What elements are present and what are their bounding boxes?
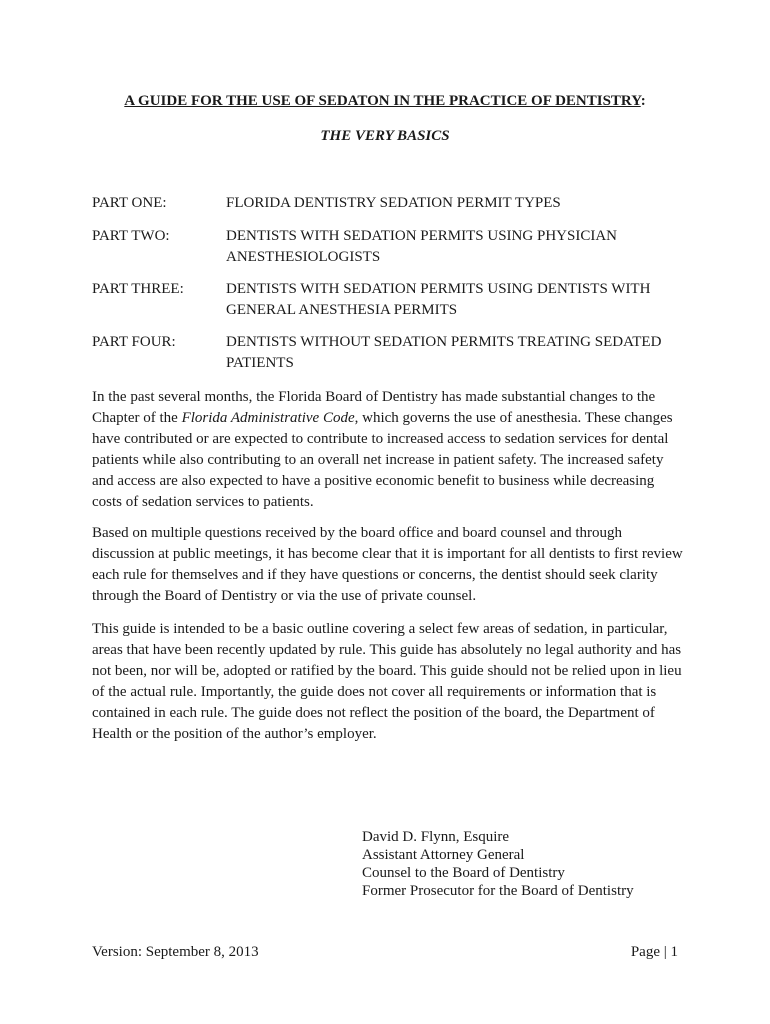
paragraph-intro-part2: , which governs the use of anesthesia. These changes have contributed or are expected to contribute to increased access to sedation services for dental patients while also contributing to an overall net increase in patient safety. The increased safety and access are also expected to have a positive economic benefit to business while decreasing costs of sedation services to patients. (92, 410, 673, 510)
part-title: DENTISTS WITH SEDATION PERMITS USING PHYSICIAN ANESTHESIOLOGISTS (226, 228, 617, 265)
parts-list (92, 193, 692, 374)
part-title: FLORIDA DENTISTRY SEDATION PERMIT TYPES (226, 195, 561, 211)
part-row (92, 332, 692, 374)
part-label: PART TWO: (92, 228, 170, 244)
footer-page-number: Page | 1 (630, 944, 678, 960)
paragraph-intro-code-name: Florida Administrative Code (181, 410, 355, 426)
document-title-text: A GUIDE FOR THE USE OF SEDATON IN THE PRACTICE OF DENTISTRY (124, 93, 641, 109)
paragraph-disclaimer: This guide is intended to be a basic outline covering a select few areas of sedation, in particular, areas that have been recently updated by rule. This guide has absolutely no legal authority and has not been, nor will be, adopted or ratified by the board. This guide should not be relied upon in lieu of the actual rule. Importantly, the guide does not cover all requirements or information that is contained in each rule. The guide does not reflect the position of the board, the Department of Health or the position of the author’s employer. (92, 621, 682, 742)
signature-name: David D. Flynn, Esquire (362, 829, 510, 845)
footer-version: Version: September 8, 2013 (92, 944, 259, 960)
part-row (92, 279, 692, 321)
document-subtitle: THE VERY BASICS (320, 128, 450, 144)
signature-title: Assistant Attorney General (362, 847, 525, 863)
signature-block (362, 828, 634, 900)
part-label: PART ONE: (92, 195, 167, 211)
signature-role: Counsel to the Board of Dentistry (362, 865, 565, 881)
paragraph-intro-part1: In the past several months, the Florida Board of Dentistry has made substantial changes to the Chapter of the (92, 389, 656, 426)
paragraph-questions: Based on multiple questions received by the board office and board counsel and through discussion at public meetings, it has become clear that it is important for all dentists to first review each rule for themselves and if they have questions or concerns, the dentist should seek clarity through the Board of Dentistry or via the use of private counsel. (92, 525, 683, 604)
part-row (92, 193, 692, 214)
paragraph-intro (92, 387, 688, 513)
signature-former-role: Former Prosecutor for the Board of Dentistry (362, 883, 634, 899)
document-title-colon: : (640, 93, 646, 109)
document-title (0, 93, 770, 110)
part-row (92, 226, 692, 268)
part-label: PART FOUR: (92, 334, 176, 350)
part-title: DENTISTS WITHOUT SEDATION PERMITS TREATING SEDATED PATIENTS (226, 334, 662, 371)
part-title: DENTISTS WITH SEDATION PERMITS USING DENTISTS WITH GENERAL ANESTHESIA PERMITS (226, 281, 651, 318)
part-label: PART THREE: (92, 281, 184, 297)
